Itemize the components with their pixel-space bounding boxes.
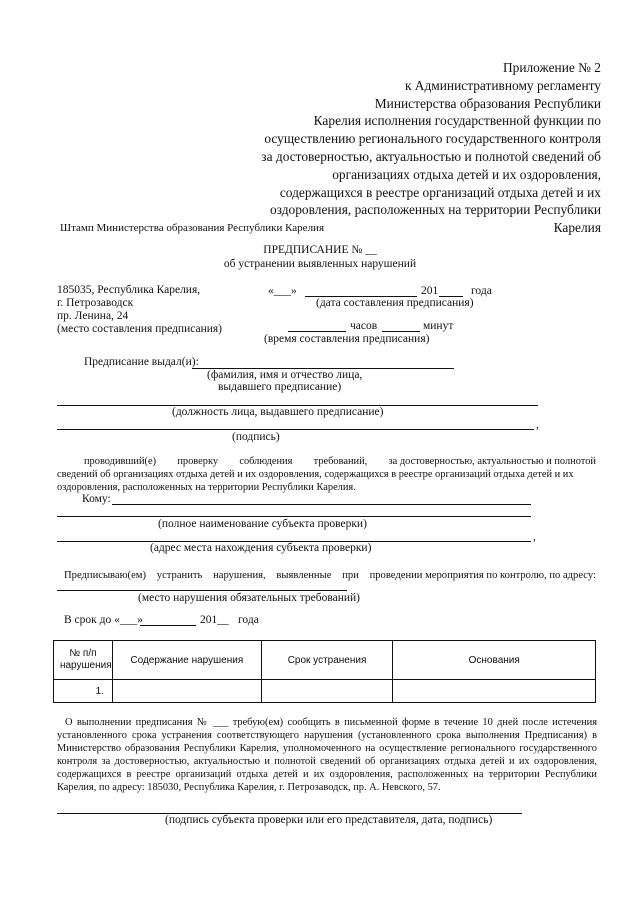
stamp-label: Штамп Министерства образования Республики Карелия xyxy=(60,222,324,234)
table-cell xyxy=(261,680,393,703)
date-year-prefix: 201 xyxy=(421,285,439,297)
table-header-cell: Основания xyxy=(393,641,596,680)
final-paragraph: О выполнении предписания № ___ требую(ем) сообщить в письменной форме в течение 10 дней после истечения установленного срока устранения соответствующего нарушения (установленного срока выполнения Предписания) в Министерство образования Республики Карелия, уполномоченного на осуществление регионального государственного контроля за достоверностью, актуальностью и полнотой сведений об организациях отдыха детей и их оздоровления, содержащихся в реестре организаций отдыха детей и их оздоровления, расположенных на территории Республики Карелия, по адресу: 185030, Республика Карелия, г. Петрозаводск, пр. А. Невского, 57. xyxy=(57,717,597,793)
time-hours: часов xyxy=(350,320,378,332)
deadline-label: В срок до «___» xyxy=(64,614,143,626)
table-cell xyxy=(393,680,596,703)
annex-line: Приложение № 2 xyxy=(502,60,601,75)
annex-line: Министерства образования Республики xyxy=(374,95,601,111)
table-header-cell: Срок устранения xyxy=(261,641,393,680)
deadline-year: 201__ xyxy=(200,614,229,626)
deadline-year-word: года xyxy=(238,614,259,626)
date-caption: (дата составления предписания) xyxy=(316,297,474,309)
document-subtitle: об устранении выявленных нарушений xyxy=(223,258,417,270)
time-minutes: минут xyxy=(423,320,454,332)
recipient-name-line-2 xyxy=(57,516,531,517)
inspection-line-2: сведений об организациях отдыха детей и их оздоровления, содержащихся в реестре организаций отдыха детей и их xyxy=(57,469,574,480)
annex-line: Карелия xyxy=(553,220,601,236)
table-cell xyxy=(112,680,261,703)
recipient-label: Кому: xyxy=(82,493,111,505)
inspection-line-3: оздоровления, расположенных на территории Республики Карелия. xyxy=(57,482,356,493)
issuer-fio-caption: выдавшего предписание) xyxy=(218,381,342,393)
table-cell: 1. xyxy=(54,680,113,703)
final-signature-caption: (подпись субъекта проверки или его представителя, дата, подпись) xyxy=(165,814,493,826)
table-header-cell: № п/п нарушения xyxy=(54,641,113,680)
issuer-label: Предписание выдал(и): xyxy=(84,356,199,368)
annex-line: за достоверностью, актуальностью и полнотой сведений об xyxy=(261,148,601,164)
annex-line: к Административному регламенту xyxy=(404,77,601,93)
deadline-month-line xyxy=(140,625,196,626)
order-place-caption: (место нарушения обязательных требований) xyxy=(138,592,361,604)
table-header-row xyxy=(54,641,596,680)
order-text: Предписываю(ем) устранить нарушения, выявленные при проведении мероприятия по контролю, по адресу: xyxy=(64,570,596,581)
inspection-line-1: проводивший(е) проверку соблюдения требований, за достоверностью, актуальностью и полнотой xyxy=(84,456,596,467)
issuer-signature-line xyxy=(57,429,534,430)
issuer-position-caption: (должность лица, выдавшего предписание) xyxy=(172,406,384,418)
table-header-cell: Содержание нарушения xyxy=(112,641,261,680)
address-caption: (место составления предписания) xyxy=(57,323,223,335)
recipient-name-line xyxy=(112,504,531,505)
address-line: г. Петрозаводск xyxy=(57,297,134,309)
comma: , xyxy=(536,419,539,431)
date-day: «___» xyxy=(268,285,297,297)
table-row xyxy=(54,680,596,703)
annex-line: Карелия исполнения государственной функции по xyxy=(313,113,601,129)
date-year-word: года xyxy=(471,285,492,297)
annex-header xyxy=(261,59,601,237)
annex-line: осуществлению регионального государственного контроля xyxy=(264,131,601,147)
recipient-name-caption: (полное наименование субъекта проверки) xyxy=(158,518,367,530)
annex-line: оздоровления, расположенных на территории Республики xyxy=(269,202,601,218)
time-minutes-line xyxy=(382,331,420,332)
address-line: 185035, Республика Карелия, xyxy=(57,284,201,296)
address-line: пр. Ленина, 24 xyxy=(57,310,129,322)
document-title: ПРЕДПИСАНИЕ № __ xyxy=(263,244,377,256)
comma: , xyxy=(533,531,536,543)
time-caption: (время составления предписания) xyxy=(264,333,430,345)
order-place-line xyxy=(57,590,347,591)
annex-line: организациях отдыха детей и их оздоровления, xyxy=(332,166,601,182)
annex-line: содержащихся в реестре организаций отдыха детей и их xyxy=(279,184,601,200)
issuer-fio-caption: (фамилия, имя и отчество лица, xyxy=(207,369,363,381)
issuer-signature-caption: (подпись) xyxy=(232,431,280,443)
recipient-address-caption: (адрес места нахождения субъекта проверки) xyxy=(150,542,372,554)
violations-table xyxy=(53,640,596,703)
time-hours-line xyxy=(288,331,346,332)
